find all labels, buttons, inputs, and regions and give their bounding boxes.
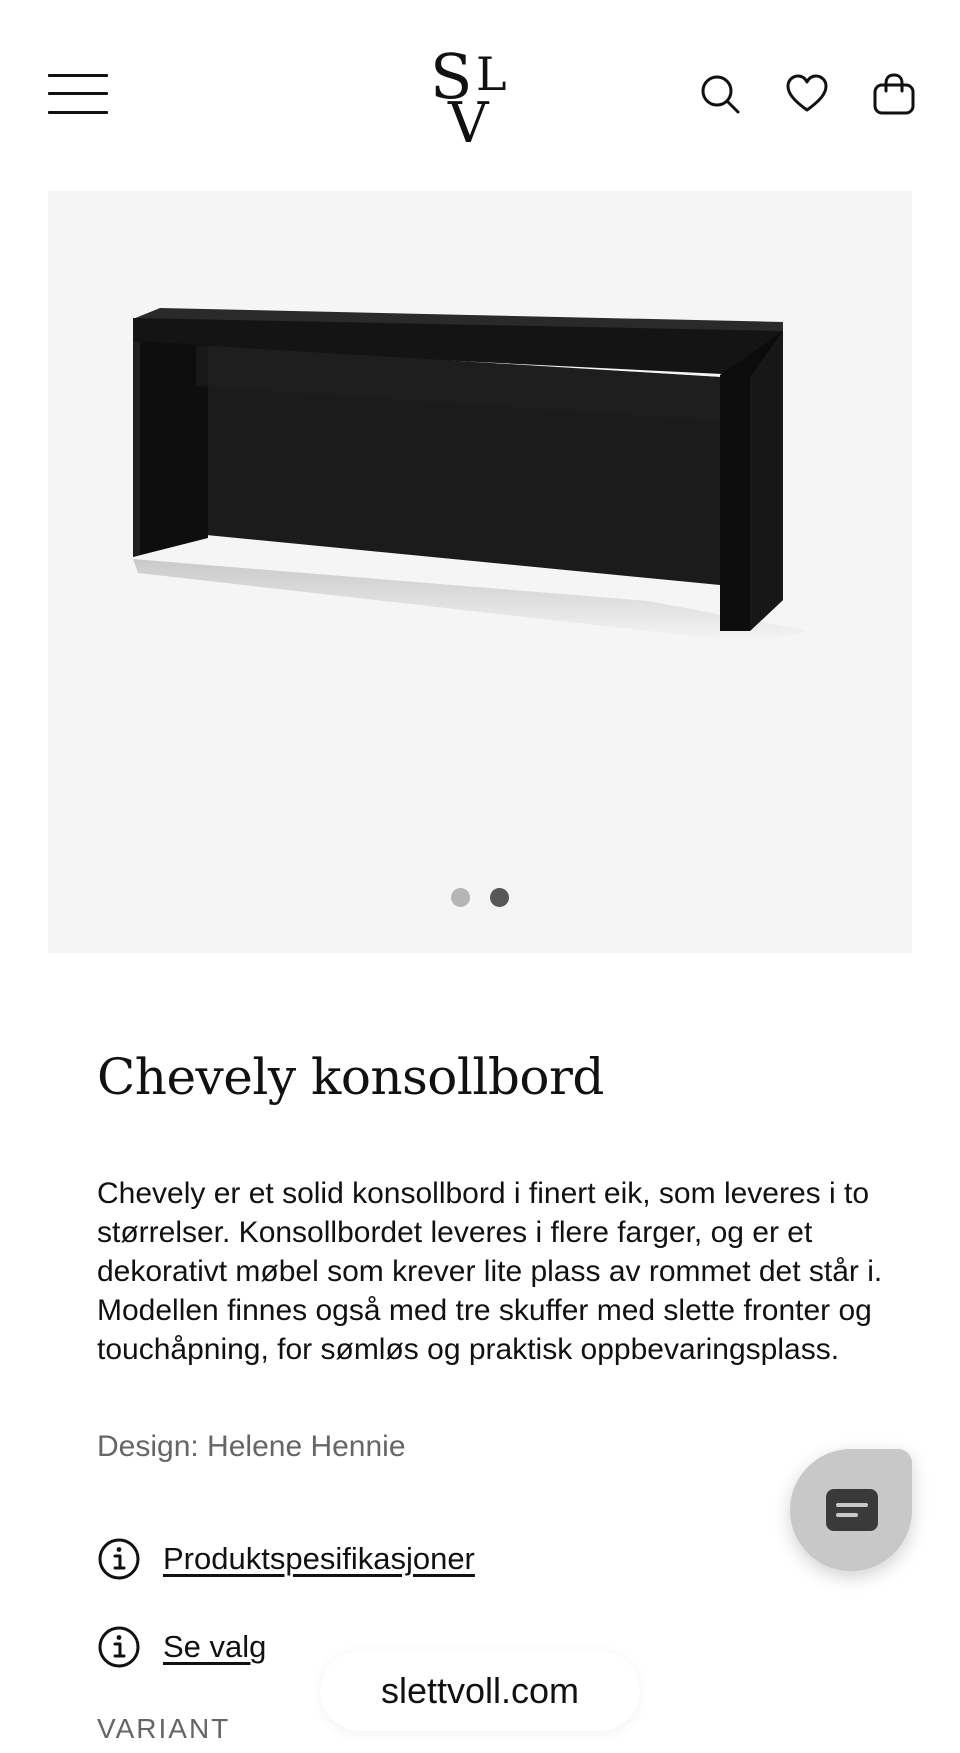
wishlist-button[interactable] (785, 72, 829, 116)
product-specs-link[interactable] (97, 1535, 475, 1583)
heart-icon (785, 72, 829, 116)
chat-icon (826, 1489, 878, 1531)
svg-text:S: S (430, 40, 473, 113)
browser-url-bar[interactable] (320, 1651, 640, 1731)
options-link[interactable] (97, 1623, 266, 1671)
brand-logo[interactable] (430, 40, 522, 144)
search-icon (698, 72, 742, 116)
product-description: Chevely er et solid konsollbord i finert eik, som leveres i to størrelser. Konsollbordet leveres i flere farger, og er et dekorativt møbel som krever lite plass av rommet det står i. Modellen finnes også med tre skuffer med slette fronter og touchåpning, for sømløs og praktisk oppbevaringsplass. (97, 1177, 883, 1366)
product-image-carousel[interactable] (48, 191, 912, 953)
carousel-dot-1[interactable] (451, 888, 470, 907)
search-button[interactable] (698, 72, 742, 116)
site-header (0, 0, 960, 190)
options-label[interactable]: Se valg (163, 1629, 267, 1664)
menu-icon-line-bottom (48, 111, 108, 114)
product-image (48, 191, 912, 953)
menu-button[interactable] (48, 72, 108, 116)
menu-icon-line-middle (48, 92, 108, 95)
chat-button[interactable] (790, 1449, 912, 1571)
cart-button[interactable] (872, 72, 916, 116)
browser-url-text: slettvoll.com (380, 1670, 580, 1711)
menu-icon-line-top (48, 74, 108, 77)
product-specs-label[interactable]: Produktspesifikasjoner (163, 1541, 475, 1576)
info-icon (97, 1625, 141, 1669)
variant-section-label: VARIANT (97, 1713, 231, 1744)
svg-text:L: L (476, 47, 507, 101)
carousel-dot-2[interactable] (490, 888, 509, 907)
info-icon (97, 1537, 141, 1581)
product-designer: Design: Helene Hennie (97, 1430, 406, 1463)
product-title: Chevely konsollbord (97, 1048, 604, 1106)
svg-text:V: V (448, 91, 489, 144)
bag-icon (872, 72, 916, 116)
